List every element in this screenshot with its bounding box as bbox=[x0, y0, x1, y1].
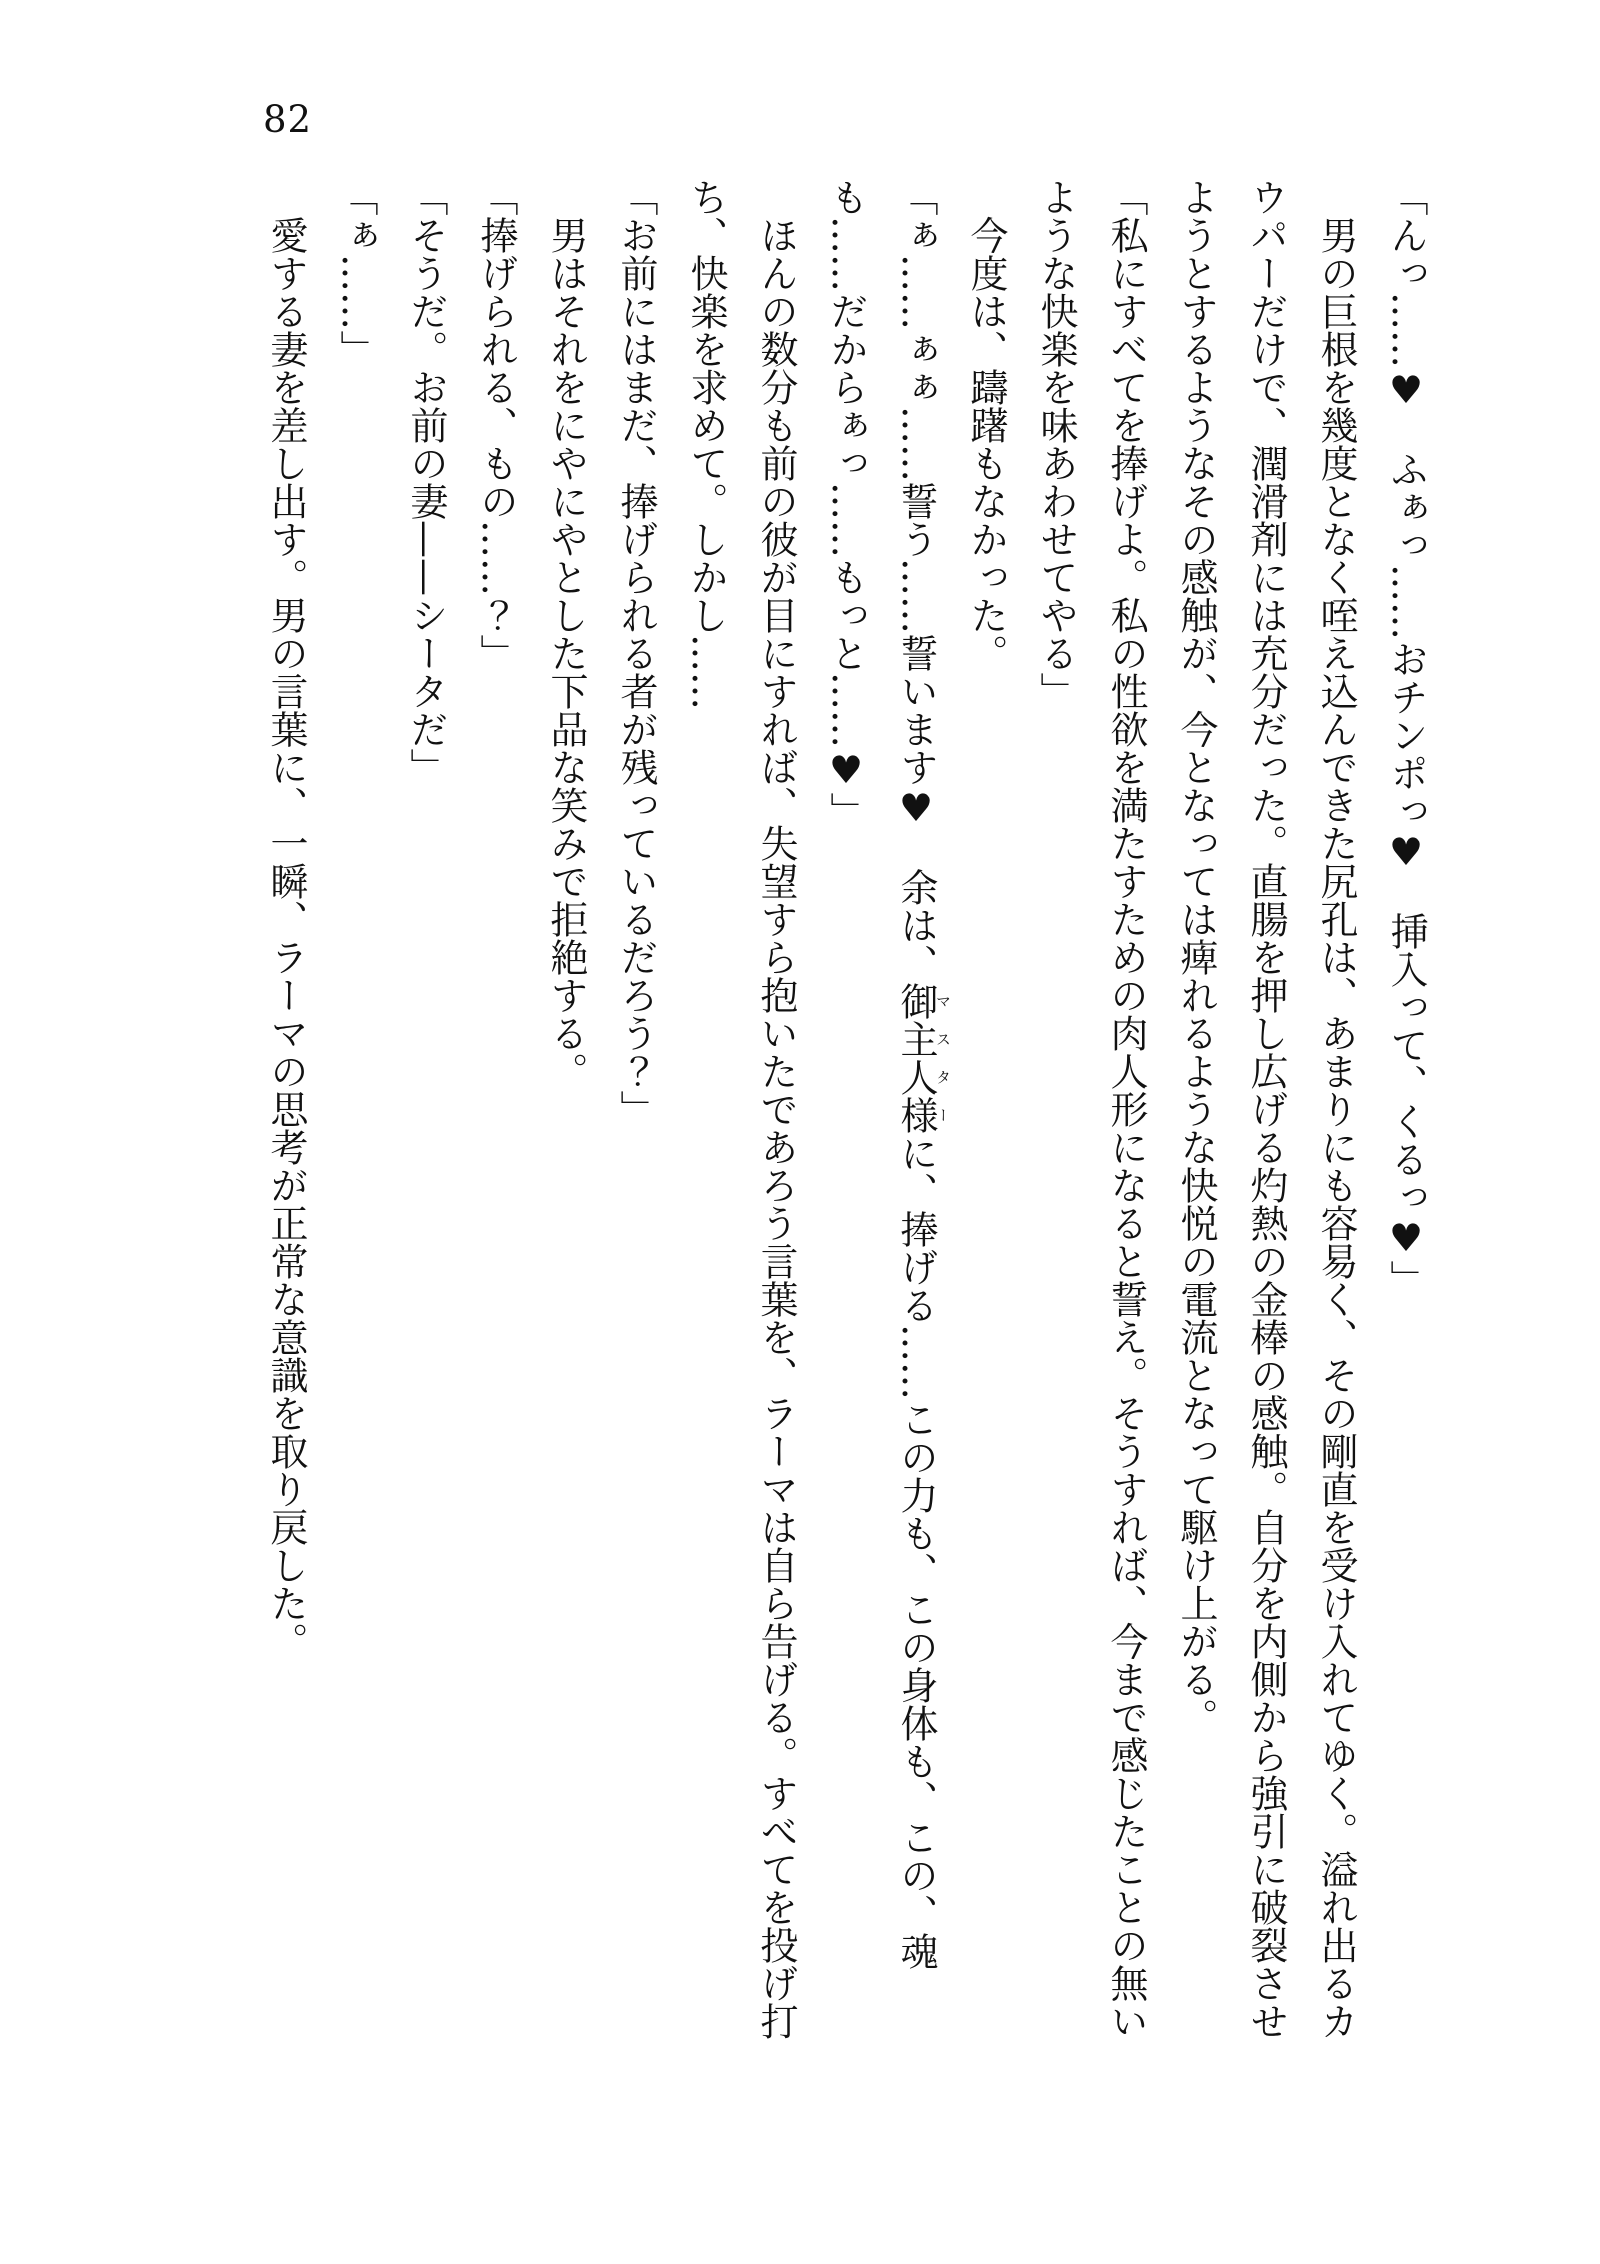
heart-symbol: ♥ bbox=[1384, 368, 1428, 412]
heart-symbol: ♥ bbox=[894, 786, 938, 830]
paragraph: 「ぁ……ぁぁ……誓う……誓います♥ 余は、御主人様マスターに、捧げる……この力も、この身体も、この、魂も……だからぁっ……もっと……♥」 bbox=[824, 178, 952, 1970]
paragraph: 「捧げられる、もの……？」 bbox=[474, 178, 518, 672]
paragraph: 「んっ……♥ ふぁっ……おチンポっ♥ 挿入って、くるっ♥」 bbox=[1384, 178, 1428, 1298]
page-number: 82 bbox=[263, 98, 313, 141]
heart-symbol: ♥ bbox=[824, 748, 868, 792]
heart-symbol: ♥ bbox=[1384, 1216, 1428, 1260]
heart-symbol: ♥ bbox=[1384, 830, 1428, 874]
paragraph: 男の巨根を幾度となく咥え込んできた尻孔は、あまりにも容易く、その剛直を受け入れてゆく。溢れ出るカウパーだけで、潤滑剤には充分だった。直腸を押し広げる灼熱の金棒の感触。自分を内側から強引に破裂させようとするようなその感触が、今となっては痺れるような快悦の電流となって駆け上がる。 bbox=[1174, 178, 1358, 2040]
paragraph: 今度は、躊躇もなかった。 bbox=[964, 216, 1008, 672]
paragraph: 男はそれをにやにやとした下品な笑みで拒絶する。 bbox=[544, 216, 588, 1090]
paragraph: ほんの数分も前の彼が目にすれば、失望すら抱いたであろう言葉を、ラーマは自ら告げる。すべてを投げ打ち、快楽を求めて。しかし…… bbox=[684, 178, 798, 2040]
paragraph: 「お前にはまだ、捧げられる者が残っているだろう？」 bbox=[614, 178, 658, 1128]
text-block bbox=[251, 178, 1441, 2040]
furigana: マスター bbox=[934, 982, 952, 1134]
paragraph: 「私にすべてを捧げよ。私の性欲を満たすための肉人形になると誓え。そうすれば、今まで感じたことの無いような快楽を味あわせてやる」 bbox=[1034, 178, 1148, 2040]
ruby-annotated-word: 御主人様マスター bbox=[894, 982, 952, 1134]
paragraph: 愛する妻を差し出す。男の言葉に、一瞬、ラーマの思考が正常な意識を取り戻した。 bbox=[264, 216, 308, 1660]
paragraph: 「ぁ……」 bbox=[334, 178, 378, 368]
paragraph: 「そうだ。お前の妻——シータだ」 bbox=[404, 178, 448, 786]
